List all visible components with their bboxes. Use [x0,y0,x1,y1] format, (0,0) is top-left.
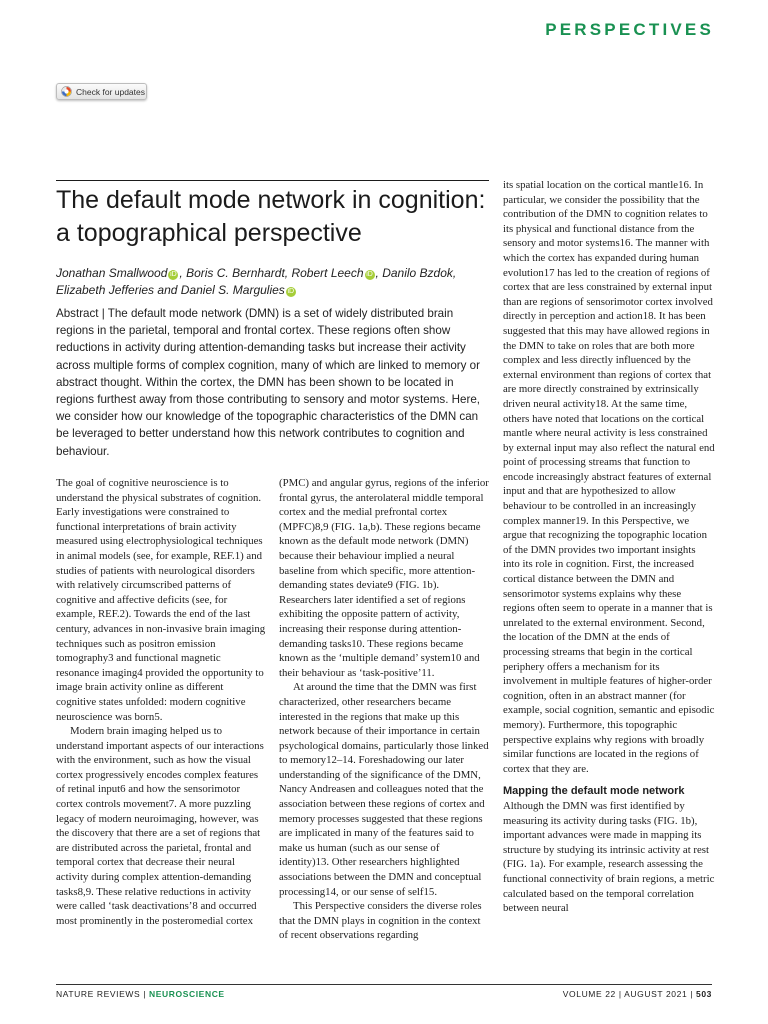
section-heading: Mapping the default mode network [503,785,685,798]
body-column-3 [503,178,715,916]
page-number: 503 [696,989,712,999]
body-column-2 [279,476,489,943]
title-divider [56,180,489,181]
author-name[interactable]: Danilo Bzdok [382,266,453,280]
orcid-icon[interactable]: iD [287,288,295,295]
article-title: The default mode network in cognition: a topographical perspective [56,186,486,247]
author-list: Jonathan Smallwood iD , Boris C. Bernhardt, Robert Leech iD , Danilo Bzdok, Elizabeth Jefferies and Daniel S. Margulies iD [56,266,457,297]
abstract: Abstract | The default mode network (DMN) is a set of widely distributed brain regions in the parietal, temporal and frontal cortex. These regions often show reductions in activity during attention-demanding tasks but increase their activity across multiple forms of complex cognition, many of which are linked to memory or abstract thought. Within the cortex, the DMN has been shown to be located in regions furthest away from those contributing to sensory and motor systems. Here, we consider how our knowledge of the topographic characteristics of the DMN can be leveraged to better understand how this network contributes to cognition and behaviour. [56,307,481,458]
body-column-1 [56,476,266,928]
check-for-updates-label: Check for updates [76,86,145,97]
body-paragraph: (PMC) and angular gyrus, regions of the inferior frontal gyrus, the anterolateral middle temporal cortex and the medial prefrontal cortex (MPFC)8,9 (FIG. 1a,b). These regions became known as the default mode network (DMN) because their behaviour implied a neural baseline from which specific, more attention-demanding states deviate9 (FIG. 1b). Researchers later identified a set of regions exhibiting the opposite pattern of activity, increasing their response during attention-demanding tasks10. These regions became known as the ‘multiple demand’ system10 and their behaviour as ‘task-positive’11. [279,477,489,679]
orcid-icon[interactable]: iD [366,271,373,278]
body-paragraph: its spatial location on the cortical mantle16. In particular, we consider the possibility that the contribution of the DMN to cognition relates to its physical and functional distance from the sensory and motor systems16. The manner with which the cortex has expanded during human evolution17 has led to the creation of regions of cortex that are less constrained by external input than are regions of sensorimotor cortex involved directly in perception and action18. It has been suggested that this may have allowed regions in the DMN to take on roles that are both more complex and less directly influenced by the external environment than regions of cortex that are more directly constrained by extrinsically driven neural activity18. At the same time, others have noted that locations on the cortical mantle where neural activity is less constrained by external input may also reflect the natural end point of processing streams that function to encode increasingly abstract features of external input and that are hypothesized to allow behaviour to be controlled in an increasingly complex manner19. In this Perspective, we argue that recognizing the topographic location of the DMN provides two important insights into its role in cognition. First, the increased cortical distance between the DMN and sensorimotor systems explains why these regions often seem to operate in a manner that is unrelated to the external environment. Second, the location of the DMN at the ends of processing streams that begin in the cortical periphery offers a mechanism for its involvement in multiple features of higher-order cognition, often in an abstract manner (for example, social cognition, semantic and episodic memory). Furthermore, this topographic perspective explains why regions with broadly similar functions are located in the regions of cortex that they are. [503,179,715,775]
journal-footer [56,989,225,999]
check-updates-icon [61,86,72,97]
body-paragraph: This Perspective considers the diverse roles that the DMN plays in cognition in the context of recent observations regarding [279,900,482,942]
footer-divider [56,984,712,985]
check-for-updates-button[interactable] [56,83,147,100]
orcid-icon[interactable]: iD [170,271,177,278]
body-paragraph: The goal of cognitive neuroscience is to understand the physical substrates of cognition. Early investigations were constrained to functional interpretations of brain activity measured using electrophysiological techniques in animal models (see, for example, REF.1) and studies of patients with neurological disorders with relatively circumscribed patterns of cognitive and affective deficits (see, for example, REF.2). Towards the end of the last century, advances in non-invasive brain imaging techniques such as positron emission tomography3 and functional magnetic resonance imaging4 provided the opportunity to image brain activity online as different cognitive states unfolded: modern cognitive neuroscience was born5. [56,477,266,723]
body-paragraph: At around the time that the DMN was first characterized, other researchers became interested in the regions that make up this network because of their importance in certain psychological domains, particularly those linked to memory12–14. Foreshadowing our later understanding of the significance of the DMN, Nancy Andreasen and colleagues noted that the association between these regions of cortex and memory processes suggested that these regions are implicated in many of the features said to make us human (such as our sense of identity)13. Other researchers highlighted associations between the DMN and conceptual processing14, or our sense of self15. [279,681,489,898]
author-name[interactable]: Jonathan Smallwood [56,266,168,280]
journal-name: NATURE REVIEWS | [56,989,150,999]
section-label: PERSPECTIVES [545,20,714,39]
journal-section: NEUROSCIENCE [149,989,225,999]
issue-footer [563,989,712,999]
author-name[interactable]: Elizabeth Jefferies [56,283,155,297]
author-name[interactable]: Boris C. Bernhardt [186,266,285,280]
author-name[interactable]: Robert Leech [291,266,364,280]
author-name[interactable]: Daniel S. Margulies [180,283,285,297]
body-paragraph: Although the DMN was first identified by measuring its activity during tasks (FIG. 1b), important advances were made in mapping its structure by studying its intrinsic activity at rest (FIG. 1a). For example, research assessing the functional connectivity of brain regions, a metric calculated based on the temporal correlation between neural [503,799,715,915]
body-paragraph: Modern brain imaging helped us to understand important aspects of our interactions with the environment, such as how the visual cortex progressively encodes complex features of retinal input6 and how the sensorimotor cortex controls movement7. A more puzzling legacy of modern neuroimaging, however, was the discovery that there are a set of regions that are distributed across the parietal, frontal and temporal cortex that decrease their neural activity during complex attention-demanding tasks8,9. These relative reductions in activity were called ‘task deactivations’8 and occurred most prominently in the posteromedial cortex [56,725,264,927]
volume-info: VOLUME 22 | AUGUST 2021 | [562,989,697,999]
